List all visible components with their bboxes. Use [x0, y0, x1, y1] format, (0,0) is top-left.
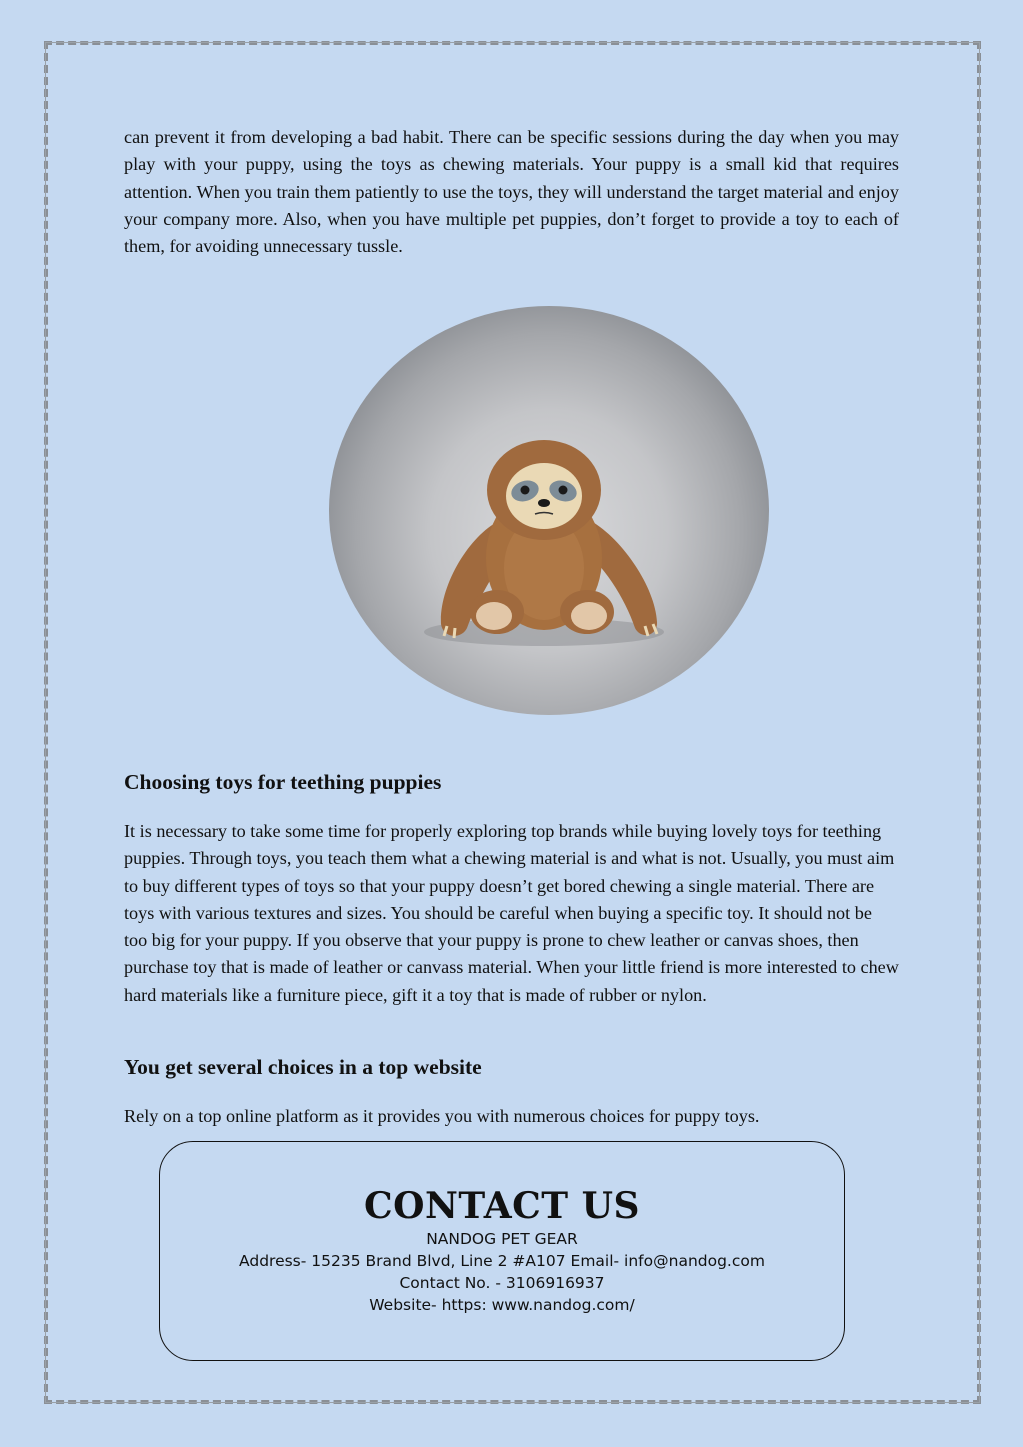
company-name: NANDOG PET GEAR: [426, 1230, 578, 1248]
section-heading-choosing-toys: Choosing toys for teething puppies: [124, 770, 442, 794]
contact-phone: Contact No. - 3106916937: [399, 1274, 605, 1292]
section-body-choices: Rely on a top online platform as it provides you with numerous choices for puppy toys.: [124, 1106, 760, 1126]
sloth-toy-image: [329, 306, 769, 715]
sloth-plush-illustration: [329, 306, 769, 715]
section-heading-choices: You get several choices in a top website: [124, 1055, 482, 1079]
contact-box: [159, 1141, 845, 1361]
contact-website: Website- https: www.nandog.com/: [369, 1296, 635, 1314]
contact-address: Address- 15235 Brand Blvd, Line 2 #A107 Email- info@nandog.com: [239, 1252, 765, 1270]
intro-paragraph: can prevent it from developing a bad habit. There can be specific sessions during the day when you may play with your puppy, using the toys as chewing materials. Your puppy is a small kid that requires attention. When you train them patiently to use the toys, they will understand the target material and enjoy your company more. Also, when you have multiple pet puppies, don’t forget to provide a toy to each of them, for avoiding unnecessary tussle.: [124, 127, 899, 257]
contact-title: CONTACT US: [363, 1185, 641, 1227]
section-body-choosing-toys: It is necessary to take some time for properly exploring top brands while buying lovely toys for teething puppies. Through toys, you teach them what a chewing material is and what is not. Usually, you must aim to buy different types of toys so that your puppy doesn’t get bored chewing a single material. There are toys with various textures and sizes. You should be careful when buying a specific toy. It should not be too big for your puppy. If you observe that your puppy is prone to chew leather or canvas shoes, then purchase toy that is made of leather or canvass material. When your little friend is more interested to chew hard materials like a furniture piece, gift it a toy that is made of rubber or nylon.: [124, 821, 899, 1005]
